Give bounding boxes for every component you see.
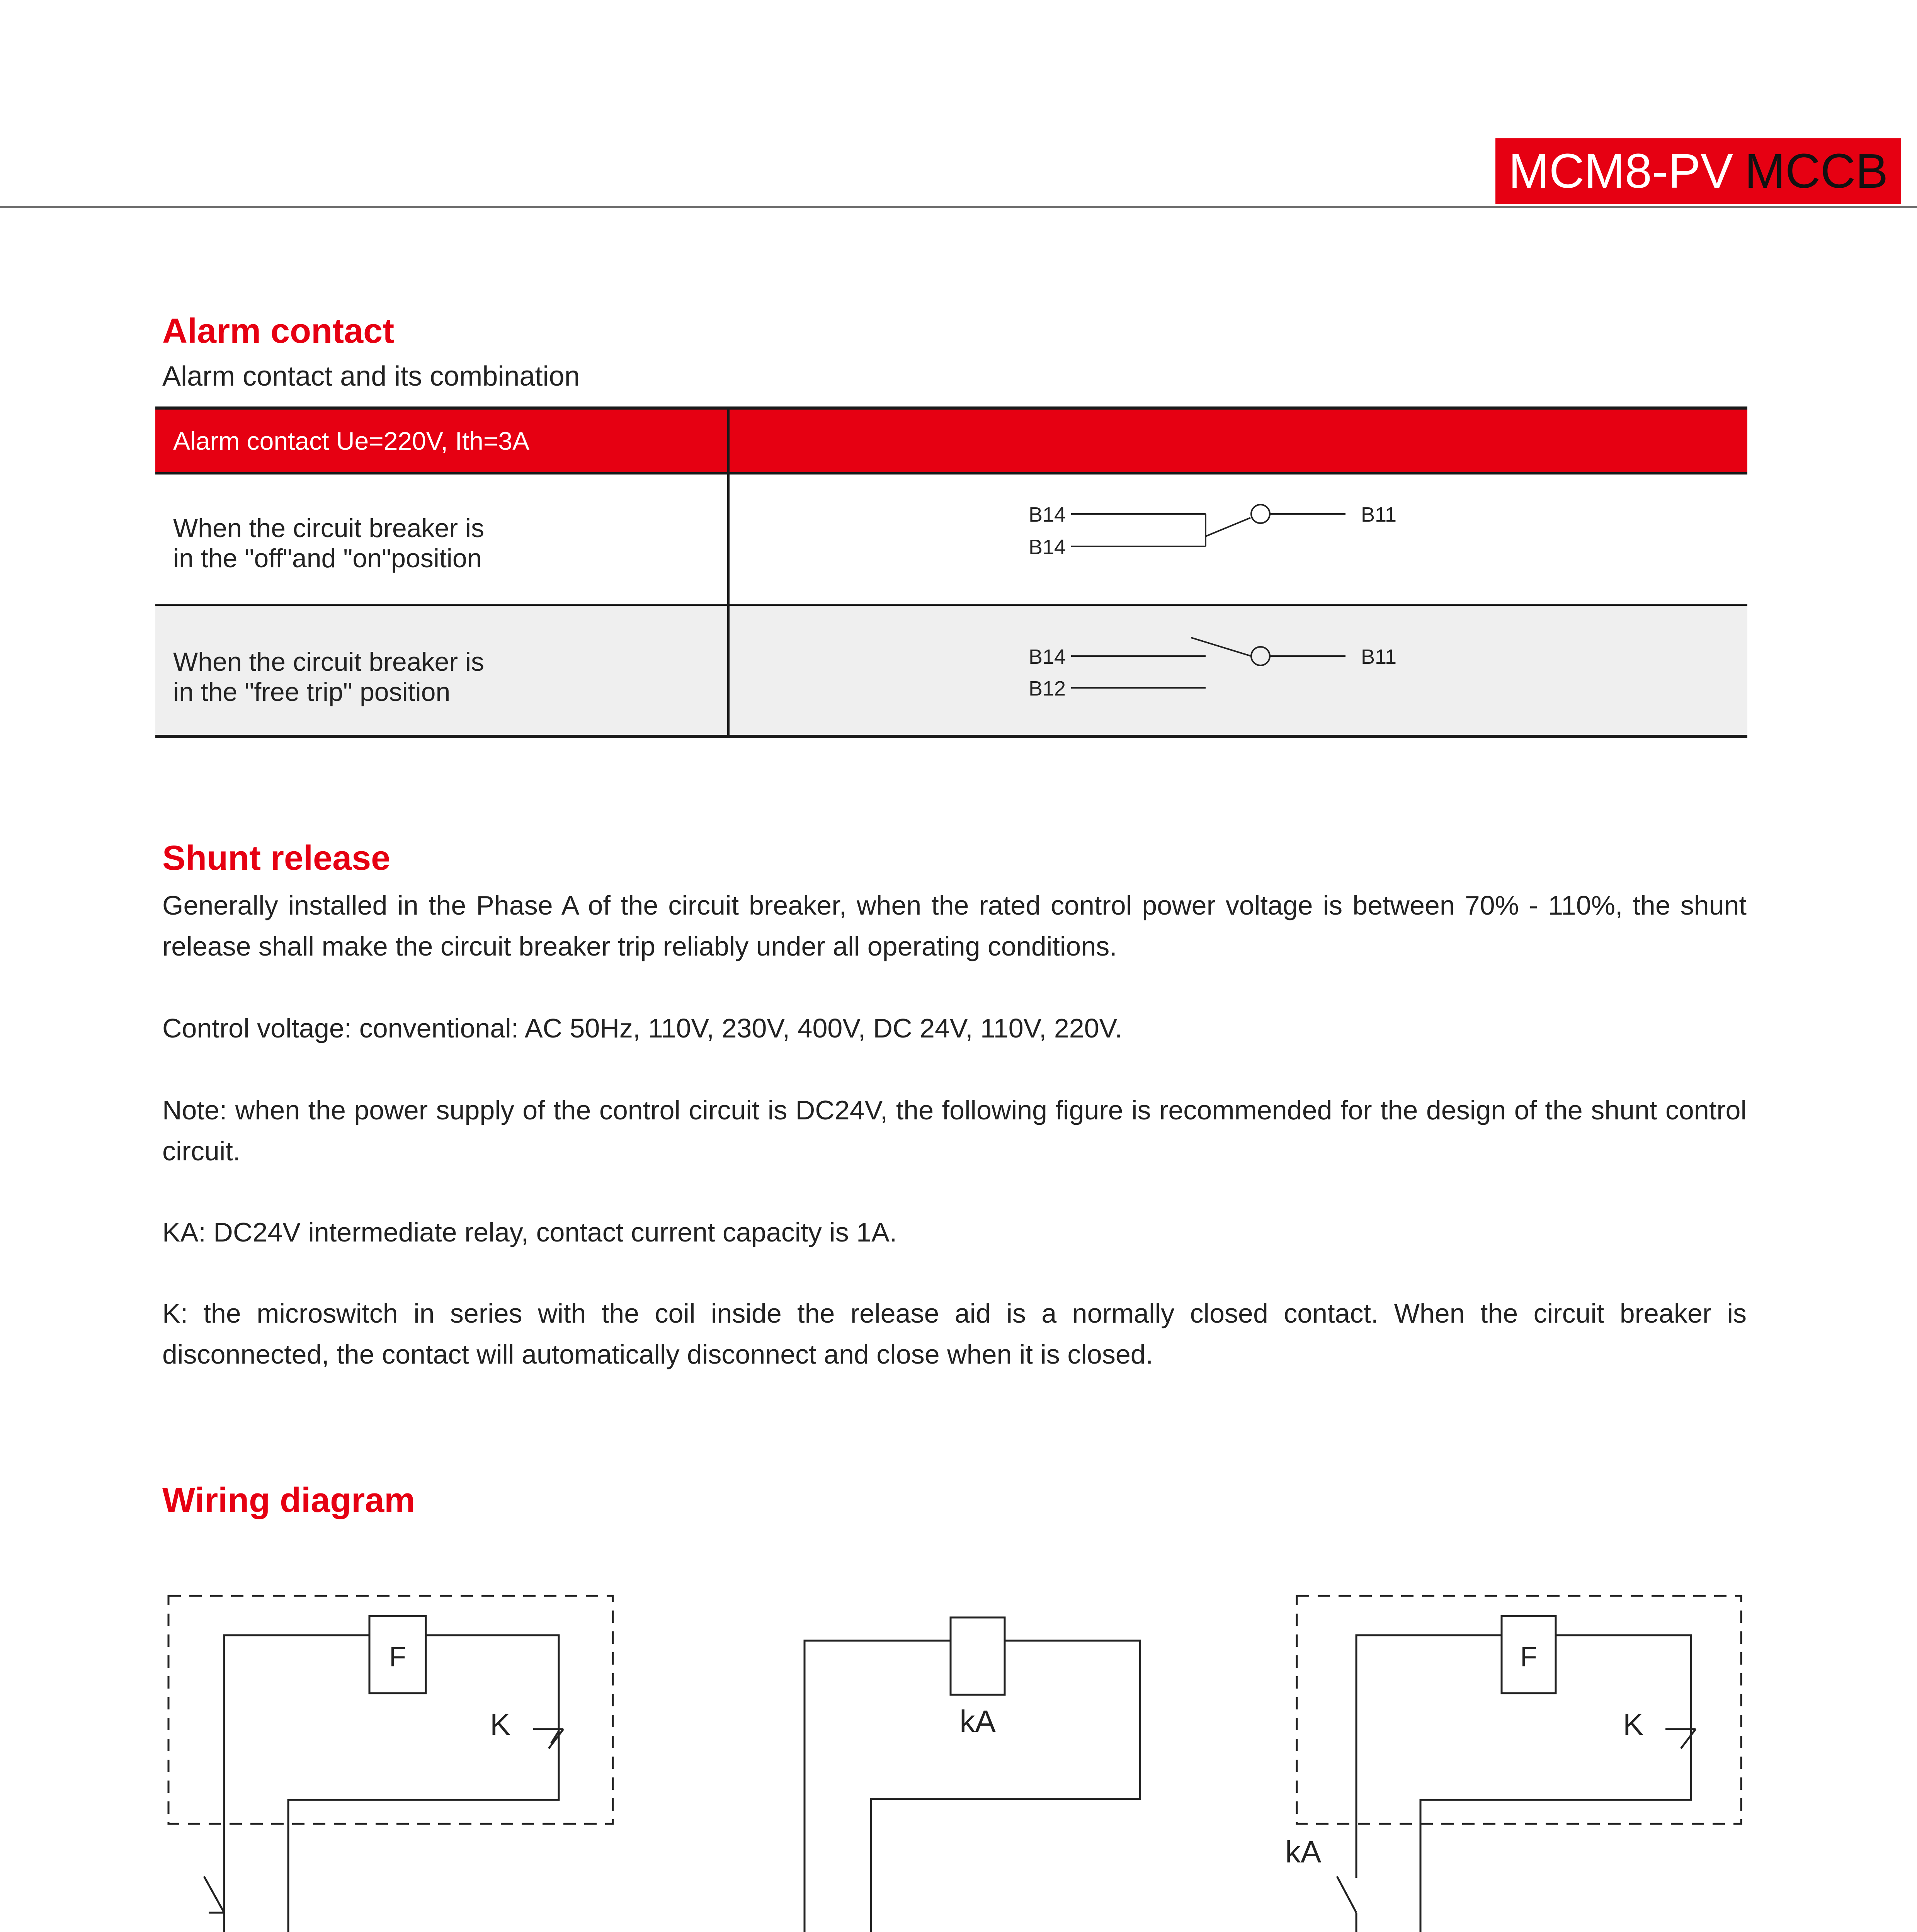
alarm-table bbox=[155, 406, 1747, 738]
row1-left-top-label: B14 bbox=[1029, 503, 1066, 526]
row1-left-bottom-label: B14 bbox=[1029, 536, 1066, 559]
release-enclosure bbox=[1297, 1596, 1741, 1824]
switch-label: K bbox=[490, 1707, 511, 1742]
wiring-diagram-1 bbox=[147, 1577, 649, 1932]
alarm-subheading: Alarm contact and its combination bbox=[162, 361, 580, 392]
coil-label: F bbox=[1520, 1641, 1537, 1672]
release-enclosure bbox=[168, 1596, 613, 1824]
shunt-paragraph-2: Control voltage: conventional: AC 50Hz, 110V, 230V, 400V, DC 24V, 110V, 220V. bbox=[162, 1013, 1123, 1043]
row2-line2: in the "free trip" position bbox=[173, 677, 451, 707]
shunt-paragraph-1: Generally installed in the Phase A of the circuit breaker, when the rated control power voltage is between 70% - 110%, the shunt release shall make the circuit breaker trip reliably under all operating conditions. bbox=[162, 890, 1747, 961]
wiring-diagram-2 bbox=[773, 1577, 1198, 1932]
row2-right-label: B11 bbox=[1361, 645, 1397, 668]
row2-contact-diagram bbox=[1029, 635, 1531, 728]
coil-label: F bbox=[389, 1641, 406, 1672]
relay-contact-label: kA bbox=[1285, 1835, 1322, 1869]
product-model: MCM8-PV bbox=[1508, 144, 1733, 198]
row1-contact-terminal bbox=[1251, 505, 1270, 523]
row1-contact-diagram bbox=[1029, 494, 1531, 587]
table-column-divider bbox=[727, 406, 730, 738]
product-kind: MCCB bbox=[1745, 144, 1888, 198]
relay-coil-label: kA bbox=[959, 1704, 996, 1738]
shunt-heading: Shunt release bbox=[162, 839, 391, 878]
row1-right-label: B11 bbox=[1361, 503, 1397, 526]
input-switch bbox=[204, 1876, 224, 1932]
relay-coil-box bbox=[951, 1617, 1005, 1695]
row2-left-top-label: B14 bbox=[1029, 645, 1066, 668]
wiring-diagram-3 bbox=[1275, 1577, 1778, 1932]
alarm-heading: Alarm contact bbox=[162, 312, 395, 350]
header-badge bbox=[1495, 138, 1901, 204]
shunt-paragraph-3: Note: when the power supply of the control circuit is DC24V, the following figure is recommended for the design of the shunt control circuit. bbox=[162, 1095, 1747, 1166]
switch-label: K bbox=[1623, 1707, 1644, 1742]
table-top-rule bbox=[155, 406, 1747, 410]
row2-contact-lines bbox=[1071, 638, 1345, 688]
shunt-paragraph-4: KA: DC24V intermediate relay, contact current capacity is 1A. bbox=[162, 1217, 897, 1247]
row1-contact-lines bbox=[1071, 505, 1345, 546]
relay-contact-switch bbox=[1337, 1876, 1356, 1932]
wiring-heading: Wiring diagram bbox=[162, 1481, 415, 1520]
table-bottom-rule bbox=[155, 735, 1747, 738]
shunt-paragraph-5: K: the microswitch in series with the coil inside the release aid is a normally closed contact. When the circuit breaker is disconnected, the contact will automatically disconnect and close when it is closed. bbox=[162, 1298, 1747, 1369]
row1-line1: When the circuit breaker is bbox=[173, 514, 484, 543]
row2-line1: When the circuit breaker is bbox=[173, 647, 484, 677]
table-header-label: Alarm contact Ue=220V, Ith=3A bbox=[173, 427, 530, 455]
header-rule bbox=[0, 206, 1917, 208]
row2-left-bottom-label: B12 bbox=[1029, 677, 1066, 700]
row1-label bbox=[173, 513, 484, 573]
row2-contact-terminal bbox=[1251, 647, 1270, 665]
row1-line2: in the "off"and "on"position bbox=[173, 544, 482, 573]
row2-label bbox=[173, 647, 484, 707]
